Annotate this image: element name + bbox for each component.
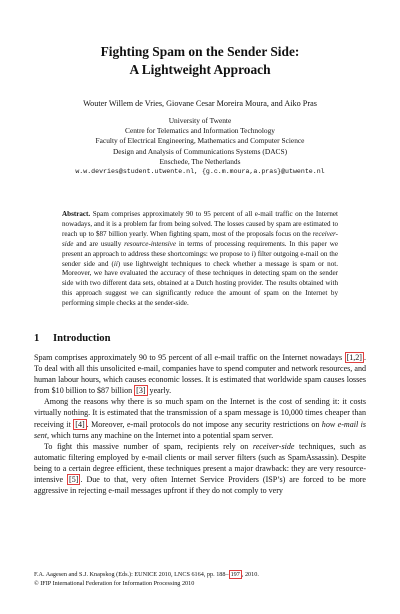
author-list: Wouter Willem de Vries, Giovane Cesar Moreira Moura, and Aiko Pras bbox=[83, 99, 317, 108]
footnote bbox=[34, 571, 366, 588]
body-text: . Due to that, very often Internet Service Providers (ISP’s) are forced to be more aggressive in rejecting e-mail messages upfront if they do not comply to very bbox=[34, 475, 366, 496]
affiliation-line: Centre for Telematics and Information Technology bbox=[125, 126, 275, 136]
section-heading bbox=[34, 333, 111, 344]
body-emphasis: how e-mail is sent bbox=[34, 419, 366, 440]
abstract-emphasis: receiver-side bbox=[62, 229, 338, 248]
abstract-emphasis: ii bbox=[113, 259, 118, 268]
affiliation-line: University of Twente bbox=[168, 116, 232, 125]
abstract-text: and are usually bbox=[73, 239, 125, 248]
footnote-line1 bbox=[34, 571, 366, 580]
footnote-text: , 2010. bbox=[241, 571, 259, 578]
abstract-text: Spam comprises approximately 90 to 95 percent of all e-mail traffic on the Internet nowadays, and it is a problem far from being solved. The losses caused by spam are estimated to reach up to $87 billion yearly. When fighting spam, most of the proposals focus on the bbox=[62, 210, 338, 238]
intro-paragraph-2 bbox=[34, 396, 366, 440]
footnote-text: F.A. Aagesen and S.J. Knapskog (Eds.): EUNICE 2010, LNCS 6164, pp. 188– bbox=[34, 571, 229, 578]
citation-link[interactable]: [5] bbox=[69, 475, 79, 485]
abstract-text: in terms of processing requirements. In this paper we present an approach to address these shortcomings: we propose to bbox=[62, 239, 338, 258]
paper-title-line1: Fighting Spam on the Sender Side: bbox=[100, 44, 300, 59]
body-text: Spam comprises approximately 90 to 95 percent of all e-mail traffic on the Internet nowadays bbox=[34, 353, 345, 362]
body-text: Among the reasons why there is so much spam on the Internet is the cost of sending it: it costs virtually nothing. It is estimated that the transmission of a spam message is 10,000 times cheaper than receiving it bbox=[34, 397, 366, 429]
citation-link[interactable]: [1,2] bbox=[346, 353, 362, 362]
abstract bbox=[62, 210, 338, 309]
page-range-link[interactable]: 197 bbox=[230, 571, 240, 578]
body-text: . To deal with all this unsolicited e-mail, companies have to spend computer and network resources, and human labour hours, which causes economic losses. It is estimated that worldwide spam causes losses from $10 billion to $87 billion bbox=[34, 353, 366, 396]
abstract-emphasis: i bbox=[251, 249, 254, 258]
section-number: 1 bbox=[34, 333, 40, 344]
body-text: To fight this massive number of spam, recipients rely on bbox=[44, 441, 253, 451]
affiliation-line: Faculty of Electrical Engineering, Mathematics and Computer Science bbox=[95, 136, 305, 146]
abstract-label: Abstract. bbox=[62, 210, 91, 218]
affiliation-line: Enschede, The Netherlands bbox=[159, 156, 241, 166]
author-emails: w.w.devries@student.utwente.nl, {g.c.m.moura,a.pras}@utwente.nl bbox=[75, 168, 325, 176]
body-text: techniques, such as automatic filtering employed by e-mail clients or mail server filters (such as SpamAssassin). Despite being to a certain degree efficient, these techniques present a major drawback: they are very resource-intensive bbox=[34, 441, 366, 485]
affiliation-block bbox=[0, 116, 400, 177]
affiliation-line: Design and Analysis of Communications Systems (DACS) bbox=[112, 146, 288, 156]
intro-body bbox=[34, 352, 366, 496]
citation-link[interactable]: [4] bbox=[75, 419, 85, 429]
abstract-emphasis: resource-intensive bbox=[124, 239, 177, 248]
citation-link[interactable]: [3] bbox=[136, 386, 146, 396]
body-text: yearly. bbox=[147, 386, 172, 396]
paper-title-line2: A Lightweight Approach bbox=[129, 62, 271, 77]
intro-paragraph-1 bbox=[34, 352, 366, 396]
body-emphasis: receiver-side bbox=[252, 441, 295, 451]
section-title: Introduction bbox=[53, 333, 111, 344]
abstract-text: ) use lightweight techniques to check whether a message is spam or not. Moreover, we have evaluated the accuracy of these techniques in detecting spam on the sender side with two different data sets, obtained at a Dutch hosting provider. The results obtained with this approach suggest we can significantly reduce the amount of spam on the Internet by performing simple checks at the sender-side. bbox=[62, 259, 338, 308]
body-text: . Moreover, e-mail protocols do not impose any security restrictions on bbox=[86, 419, 322, 429]
copyright-line: © IFIP International Federation for Information Processing 2010 bbox=[34, 579, 195, 587]
body-text: , which turns any machine on the Internet into a potential spam server. bbox=[46, 430, 274, 440]
abstract-text: ) filter outgoing e-mail on the sender side and ( bbox=[62, 249, 338, 268]
intro-paragraph-3 bbox=[34, 441, 366, 496]
